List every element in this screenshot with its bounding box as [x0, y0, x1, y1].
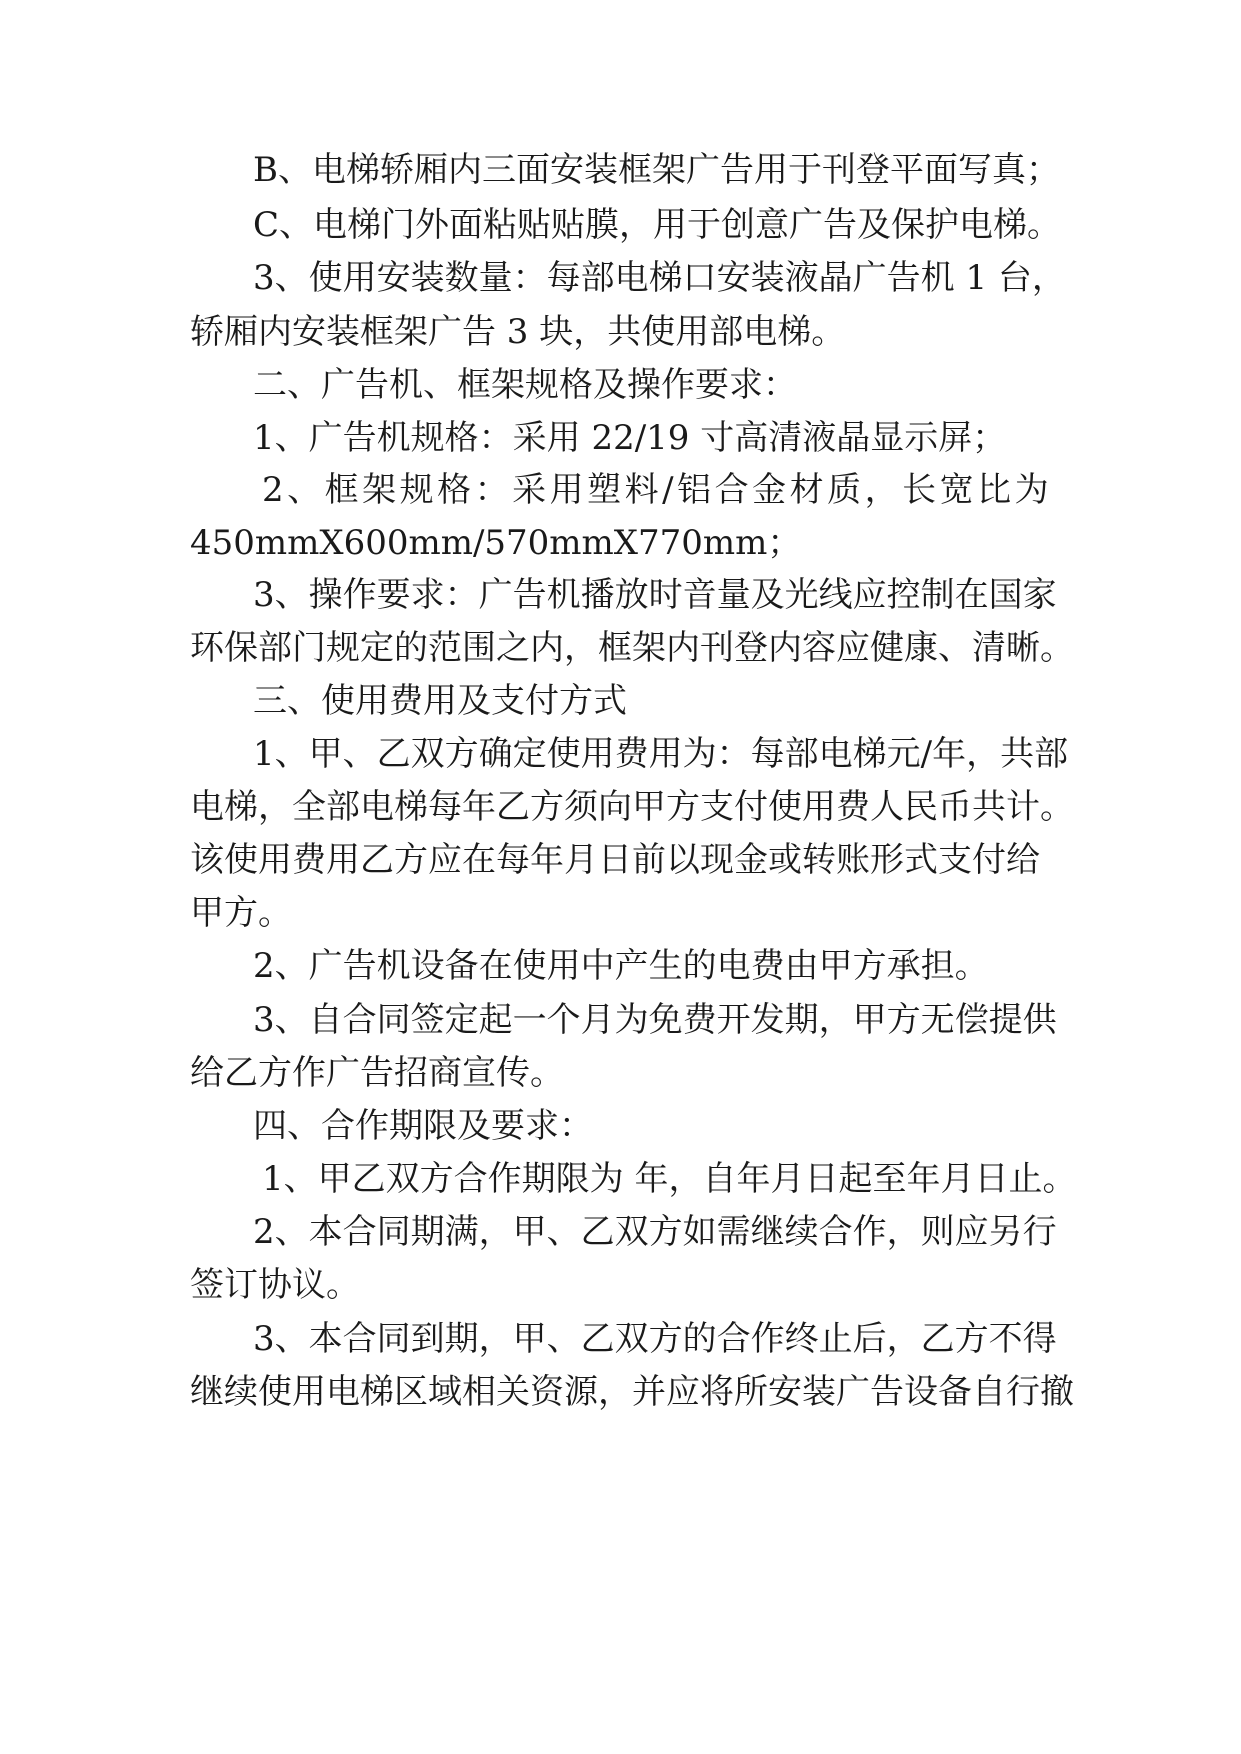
text-line: 签订协议。	[190, 1265, 360, 1305]
text-line: 2、广告机设备在使用中产生的电费由甲方承担。	[253, 946, 989, 986]
text-line: 3、本合同到期，甲、乙双方的合作终止后，乙方不得	[253, 1319, 1057, 1359]
text-line: 450mmX600mm/570mmX770mm；	[190, 523, 802, 563]
text-line: 3、使用安装数量：每部电梯口安装液晶广告机 1 台，	[253, 258, 1066, 298]
text-line: B、电梯轿厢内三面安装框架广告用于刊登平面写真；	[253, 150, 1060, 190]
text-line: C、电梯门外面粘贴贴膜，用于创意广告及保护电梯。	[253, 205, 1062, 245]
text-line: 环保部门规定的范围之内，框架内刊登内容应健康、清晰。	[190, 628, 1074, 668]
text-line: 甲方。	[190, 893, 292, 933]
text-line: 给乙方作广告招商宣传。	[190, 1053, 564, 1093]
text-line: 1、广告机规格：采用 22/19 寸高清液晶显示屏；	[253, 418, 1007, 458]
text-line: 电梯，全部电梯每年乙方须向甲方支付使用费人民币共计。	[190, 787, 1074, 827]
section-heading: 二、广告机、框架规格及操作要求：	[253, 365, 797, 405]
section-heading: 四、合作期限及要求：	[253, 1106, 593, 1146]
text-line: 轿厢内安装框架广告 3 块，共使用部电梯。	[190, 312, 846, 352]
text-line: 2、框架规格：采用塑料/铝合金材质，长宽比为	[262, 470, 1053, 510]
text-line: 2、本合同期满，甲、乙双方如需继续合作，则应另行	[253, 1212, 1057, 1252]
section-heading: 三、使用费用及支付方式	[253, 681, 627, 721]
text-line: 继续使用电梯区域相关资源，并应将所安装广告设备自行撤	[190, 1372, 1074, 1412]
text-line: 1、甲乙双方合作期限为 年，自年月日起至年月日止。	[262, 1159, 1077, 1199]
text-line: 1、甲、乙双方确定使用费用为：每部电梯元/年，共部	[253, 734, 1069, 774]
text-line: 该使用费用乙方应在每年月日前以现金或转账形式支付给	[190, 840, 1040, 880]
text-line: 3、操作要求：广告机播放时音量及光线应控制在国家	[253, 575, 1057, 615]
text-line: 3、自合同签定起一个月为免费开发期，甲方无偿提供	[253, 1000, 1057, 1040]
